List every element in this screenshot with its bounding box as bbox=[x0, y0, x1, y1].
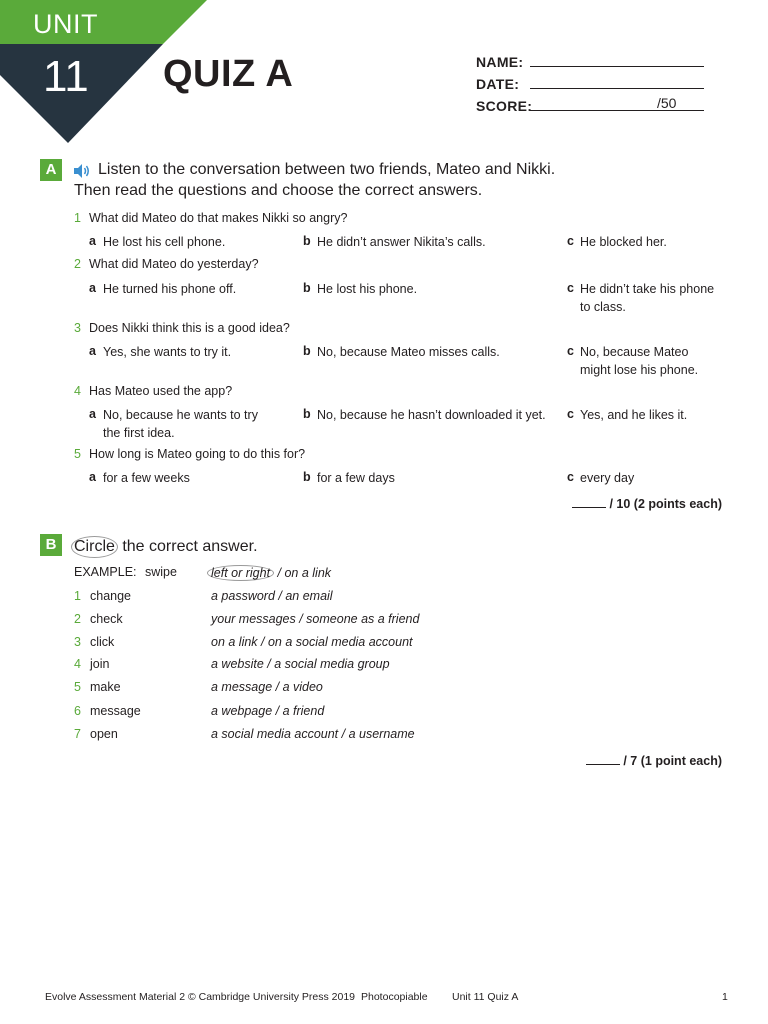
question-number: 4 bbox=[74, 384, 81, 398]
section-a-points-text: / 10 (2 points each) bbox=[609, 497, 722, 511]
option-letter-c: c bbox=[567, 470, 574, 484]
example-word: swipe bbox=[145, 565, 177, 579]
date-field[interactable] bbox=[530, 88, 704, 89]
item-word: open bbox=[90, 727, 118, 741]
item-word: make bbox=[90, 680, 121, 694]
unit-label: UNIT bbox=[33, 9, 98, 39]
section-a-points bbox=[572, 497, 722, 511]
option-letter-b: b bbox=[303, 344, 311, 358]
example-answer bbox=[211, 565, 331, 581]
option-a[interactable]: He lost his cell phone. bbox=[103, 235, 226, 249]
option-c-line2: might lose his phone. bbox=[580, 363, 699, 377]
points-blank[interactable] bbox=[586, 764, 620, 765]
unit-number: 11 bbox=[43, 52, 89, 101]
item-number: 6 bbox=[74, 704, 81, 718]
option-a[interactable] bbox=[103, 406, 258, 442]
option-b[interactable]: No, because Mateo misses calls. bbox=[317, 345, 500, 359]
item-word: click bbox=[90, 635, 115, 649]
question-text: What did Mateo do that makes Nikki so angry? bbox=[89, 211, 348, 225]
option-b[interactable]: He lost his phone. bbox=[317, 282, 418, 296]
option-a-line2: the first idea. bbox=[103, 426, 175, 440]
option-letter-c: c bbox=[567, 344, 574, 358]
score-label: SCORE: bbox=[476, 98, 533, 114]
option-c[interactable]: He blocked her. bbox=[580, 235, 667, 249]
footer-photocopiable: Photocopiable bbox=[361, 991, 428, 1003]
example-rest: / on a link bbox=[274, 566, 332, 580]
option-c-line1: He didn’t take his phone bbox=[580, 282, 715, 296]
question-number: 3 bbox=[74, 321, 81, 335]
item-answer[interactable]: on a link / on a social media account bbox=[211, 635, 413, 649]
option-letter-c: c bbox=[567, 234, 574, 248]
option-letter-b: b bbox=[303, 281, 311, 295]
item-answer[interactable]: a message / a video bbox=[211, 680, 323, 694]
quiz-title: QUIZ A bbox=[163, 53, 294, 95]
section-a-badge: A bbox=[40, 159, 62, 181]
question-number: 2 bbox=[74, 257, 81, 271]
option-c[interactable] bbox=[580, 280, 714, 316]
question-number: 1 bbox=[74, 211, 81, 225]
footer-unit-quiz: Unit 11 Quiz A bbox=[452, 991, 519, 1003]
section-b-instruction bbox=[74, 536, 258, 558]
item-answer[interactable]: a website / a social media group bbox=[211, 657, 390, 671]
name-field[interactable] bbox=[530, 66, 704, 67]
option-letter-c: c bbox=[567, 281, 574, 295]
option-letter-b: b bbox=[303, 407, 311, 421]
option-letter-a: a bbox=[89, 234, 96, 248]
question-text: Has Mateo used the app? bbox=[89, 384, 233, 398]
page-number: 1 bbox=[722, 991, 728, 1003]
item-word: message bbox=[90, 704, 141, 718]
option-letter-a: a bbox=[89, 407, 96, 421]
example-circled-answer: left or right bbox=[207, 565, 274, 581]
question-text: What did Mateo do yesterday? bbox=[89, 257, 259, 271]
option-a-line1: No, because he wants to try bbox=[103, 408, 258, 422]
option-c-line2: to class. bbox=[580, 300, 626, 314]
item-number: 1 bbox=[74, 589, 81, 603]
section-a-instruction-line1: Listen to the conversation between two friends, Mateo and Nikki. bbox=[98, 161, 556, 178]
option-b[interactable]: No, because he hasn’t downloaded it yet. bbox=[317, 408, 546, 422]
item-answer[interactable]: a webpage / a friend bbox=[211, 704, 325, 718]
item-number: 7 bbox=[74, 727, 81, 741]
speaker-icon[interactable] bbox=[73, 163, 91, 179]
option-c-line1: No, because Mateo bbox=[580, 345, 689, 359]
option-c[interactable]: every day bbox=[580, 471, 635, 485]
option-a[interactable]: for a few weeks bbox=[103, 471, 190, 485]
option-b[interactable]: for a few days bbox=[317, 471, 395, 485]
example-label: EXAMPLE: bbox=[74, 565, 137, 579]
item-word: join bbox=[90, 657, 110, 671]
question-number: 5 bbox=[74, 447, 81, 461]
section-b-points bbox=[586, 754, 722, 768]
circle-word: Circle bbox=[71, 536, 118, 558]
item-number: 5 bbox=[74, 680, 81, 694]
name-label: NAME: bbox=[476, 54, 524, 70]
option-letter-a: a bbox=[89, 470, 96, 484]
points-blank[interactable] bbox=[572, 507, 606, 508]
question-text: Does Nikki think this is a good idea? bbox=[89, 321, 290, 335]
footer-copyright: Evolve Assessment Material 2 © Cambridge University Press 2019 bbox=[45, 991, 356, 1003]
section-a-instruction-line2: Then read the questions and choose the correct answers. bbox=[74, 182, 483, 199]
option-a[interactable]: Yes, she wants to try it. bbox=[103, 345, 232, 359]
option-c[interactable] bbox=[580, 343, 698, 379]
score-field[interactable] bbox=[530, 110, 704, 111]
option-c[interactable]: Yes, and he likes it. bbox=[580, 408, 688, 422]
option-letter-a: a bbox=[89, 344, 96, 358]
score-total: /50 bbox=[657, 95, 677, 111]
section-b-points-text: / 7 (1 point each) bbox=[623, 754, 722, 768]
section-b-badge: B bbox=[40, 534, 62, 556]
option-letter-c: c bbox=[567, 407, 574, 421]
option-letter-a: a bbox=[89, 281, 96, 295]
date-label: DATE: bbox=[476, 76, 520, 92]
item-number: 4 bbox=[74, 657, 81, 671]
option-b[interactable]: He didn’t answer Nikita’s calls. bbox=[317, 235, 486, 249]
item-answer[interactable]: a social media account / a username bbox=[211, 727, 415, 741]
item-word: change bbox=[90, 589, 132, 603]
item-number: 3 bbox=[74, 635, 81, 649]
question-text: How long is Mateo going to do this for? bbox=[89, 447, 306, 461]
option-letter-b: b bbox=[303, 234, 311, 248]
section-b-instruction-rest: the correct answer. bbox=[117, 538, 258, 555]
item-word: check bbox=[90, 612, 123, 626]
item-answer[interactable]: a password / an email bbox=[211, 589, 333, 603]
option-letter-b: b bbox=[303, 470, 311, 484]
item-number: 2 bbox=[74, 612, 81, 626]
item-answer[interactable]: your messages / someone as a friend bbox=[211, 612, 420, 626]
option-a[interactable]: He turned his phone off. bbox=[103, 282, 237, 296]
